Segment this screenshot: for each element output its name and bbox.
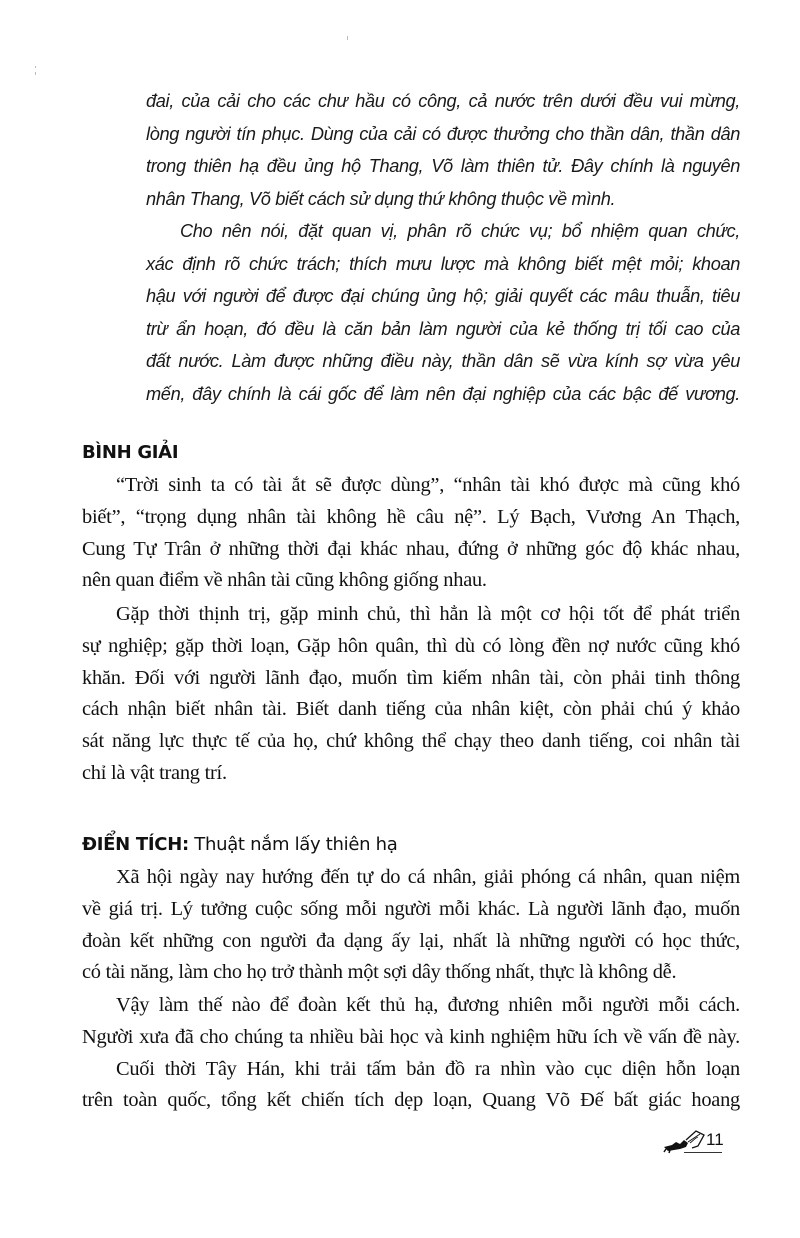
section-heading-binh-giai (82, 442, 178, 463)
scan-artifact (35, 72, 36, 75)
quote-paragraph (146, 85, 740, 215)
text-line: nên quan điểm về nhân tài cũng không giống nhau. (82, 569, 487, 592)
text-line: Gặp thời thịnh trị, gặp minh chủ, thì hẳn là một cơ hội tốt để phát triển (116, 603, 740, 625)
text-line: có tài năng, làm cho họ trở thành một sợi dây thống nhất, thực là không dễ. (82, 961, 677, 984)
text-line: đoàn kết những con người đa dạng ấy lại, nhất là những người có học thức, (82, 929, 740, 952)
heading-label: ĐIỂN TÍCH: (82, 834, 189, 855)
text-line: “Trời sinh ta có tài ắt sẽ được dùng”, “nhân tài khó được mà cũng khó (116, 474, 740, 496)
text-line: lòng người tín phục. Dùng của cải có được thưởng cho thần dân, thần dân (146, 123, 740, 144)
heading-subtitle: Thuật nắm lấy thiên hạ (188, 834, 398, 855)
text-line: xác định rõ chức trách; thích mưu lược mà không biết mệt mỏi; khoan (146, 253, 740, 274)
quote-paragraph (146, 215, 740, 410)
text-line: Vậy làm thế nào để đoàn kết thủ hạ, đương nhiên mỗi người mỗi cách. (116, 994, 740, 1016)
text-line: trên toàn quốc, tổng kết chiến tích dẹp loạn, Quang Võ Đế bất giác hoang (82, 1089, 740, 1112)
paragraph (82, 990, 740, 1117)
text-line: khăn. Đối với người lãnh đạo, muốn tìm kiếm nhân tài, còn phải tinh thông (82, 666, 740, 689)
text-line: trong thiên hạ đều ủng hộ Thang, Võ làm thiên tử. Đây chính là nguyên (146, 156, 740, 176)
page-number: 11 (706, 1130, 724, 1149)
text-line: chỉ là vật trang trí. (82, 761, 227, 784)
scan-artifact (347, 36, 348, 40)
section-heading-dien-tich (82, 834, 398, 855)
text-line: sự nghiệp; gặp thời loạn, Gặp hôn quân, thì dù có lòng đền nợ nước cũng khó (82, 634, 740, 657)
text-line: về giá trị. Lý tưởng cuộc sống mỗi người mỗi khác. Là người lãnh đạo, muốn (82, 897, 740, 920)
page-footer (662, 1128, 742, 1158)
text-line: mến, đây chính là cái gốc để làm nên đại nghiệp của các bậc đế vương. (146, 383, 740, 404)
scan-artifact (35, 66, 36, 68)
paragraph (82, 862, 740, 989)
text-line: Người xưa đã cho chúng ta nhiều bài học và kinh nghiệm hữu ích về vấn đề này. (82, 1025, 740, 1048)
text-line: sát năng lực thực tế của họ, chứ không thể chạy theo danh tiếng, coi nhân tài (82, 730, 740, 753)
heading-text: BÌNH GIẢI (82, 442, 179, 463)
text-line: Cung Tự Trân ở những thời đại khác nhau, đứng ở những góc độ khác nhau, (82, 537, 740, 560)
text-line: Cho nên nói, đặt quan vị, phân rõ chức vụ; bổ nhiệm quan chức, (180, 221, 740, 241)
paragraph (82, 599, 740, 790)
quoted-passage (146, 85, 740, 410)
text-line: Cuối thời Tây Hán, khi trải tấm bản đồ ra nhìn vào cục diện hỗn loạn (116, 1057, 740, 1080)
paragraph (82, 470, 740, 597)
text-line: biết”, “trọng dụng nhân tài không hề câu nệ”. Lý Bạch, Vương An Thạch, (82, 505, 740, 528)
text-line: cách nhận biết nhân tài. Biết danh tiếng của nhân kiệt, còn phải chú ý khảo (82, 698, 740, 721)
text-line: đất nước. Làm được những điều này, thần dân sẽ vừa kính sợ vừa yêu (146, 351, 740, 371)
text-line: Xã hội ngày nay hướng đến tự do cá nhân, giải phóng cá nhân, quan niệm (116, 866, 740, 888)
text-line: nhân Thang, Võ biết cách sử dụng thứ không thuộc về mình. (146, 188, 616, 209)
text-line: trừ ẩn hoạn, đó đều là căn bản làm người của kẻ thống trị tối cao của (146, 318, 740, 339)
text-line: hậu với người để được đại chúng ủng hộ; giải quyết các mâu thuẫn, tiêu (146, 286, 740, 306)
footer-rule (684, 1152, 722, 1153)
text-line: đai, của cải cho các chư hầu có công, cả nước trên dưới đều vui mừng, (146, 91, 740, 111)
